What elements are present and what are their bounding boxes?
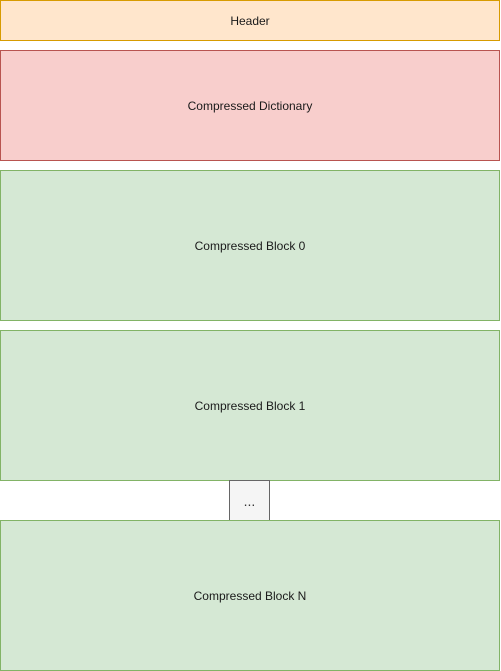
compressed-dictionary-block xyxy=(0,50,500,161)
compressed-block-0-label: Compressed Block 0 xyxy=(194,238,306,253)
header-block xyxy=(0,0,500,41)
compressed-block-0 xyxy=(0,170,500,321)
ellipsis-label: ... xyxy=(243,492,256,509)
ellipsis-box xyxy=(229,480,270,521)
header-block-label: Header xyxy=(230,13,270,28)
compressed-dictionary-label: Compressed Dictionary xyxy=(187,98,313,113)
compressed-block-1-label: Compressed Block 1 xyxy=(194,398,306,413)
compressed-block-n-label: Compressed Block N xyxy=(193,588,307,603)
compressed-block-1 xyxy=(0,330,500,481)
compressed-block-n xyxy=(0,520,500,671)
